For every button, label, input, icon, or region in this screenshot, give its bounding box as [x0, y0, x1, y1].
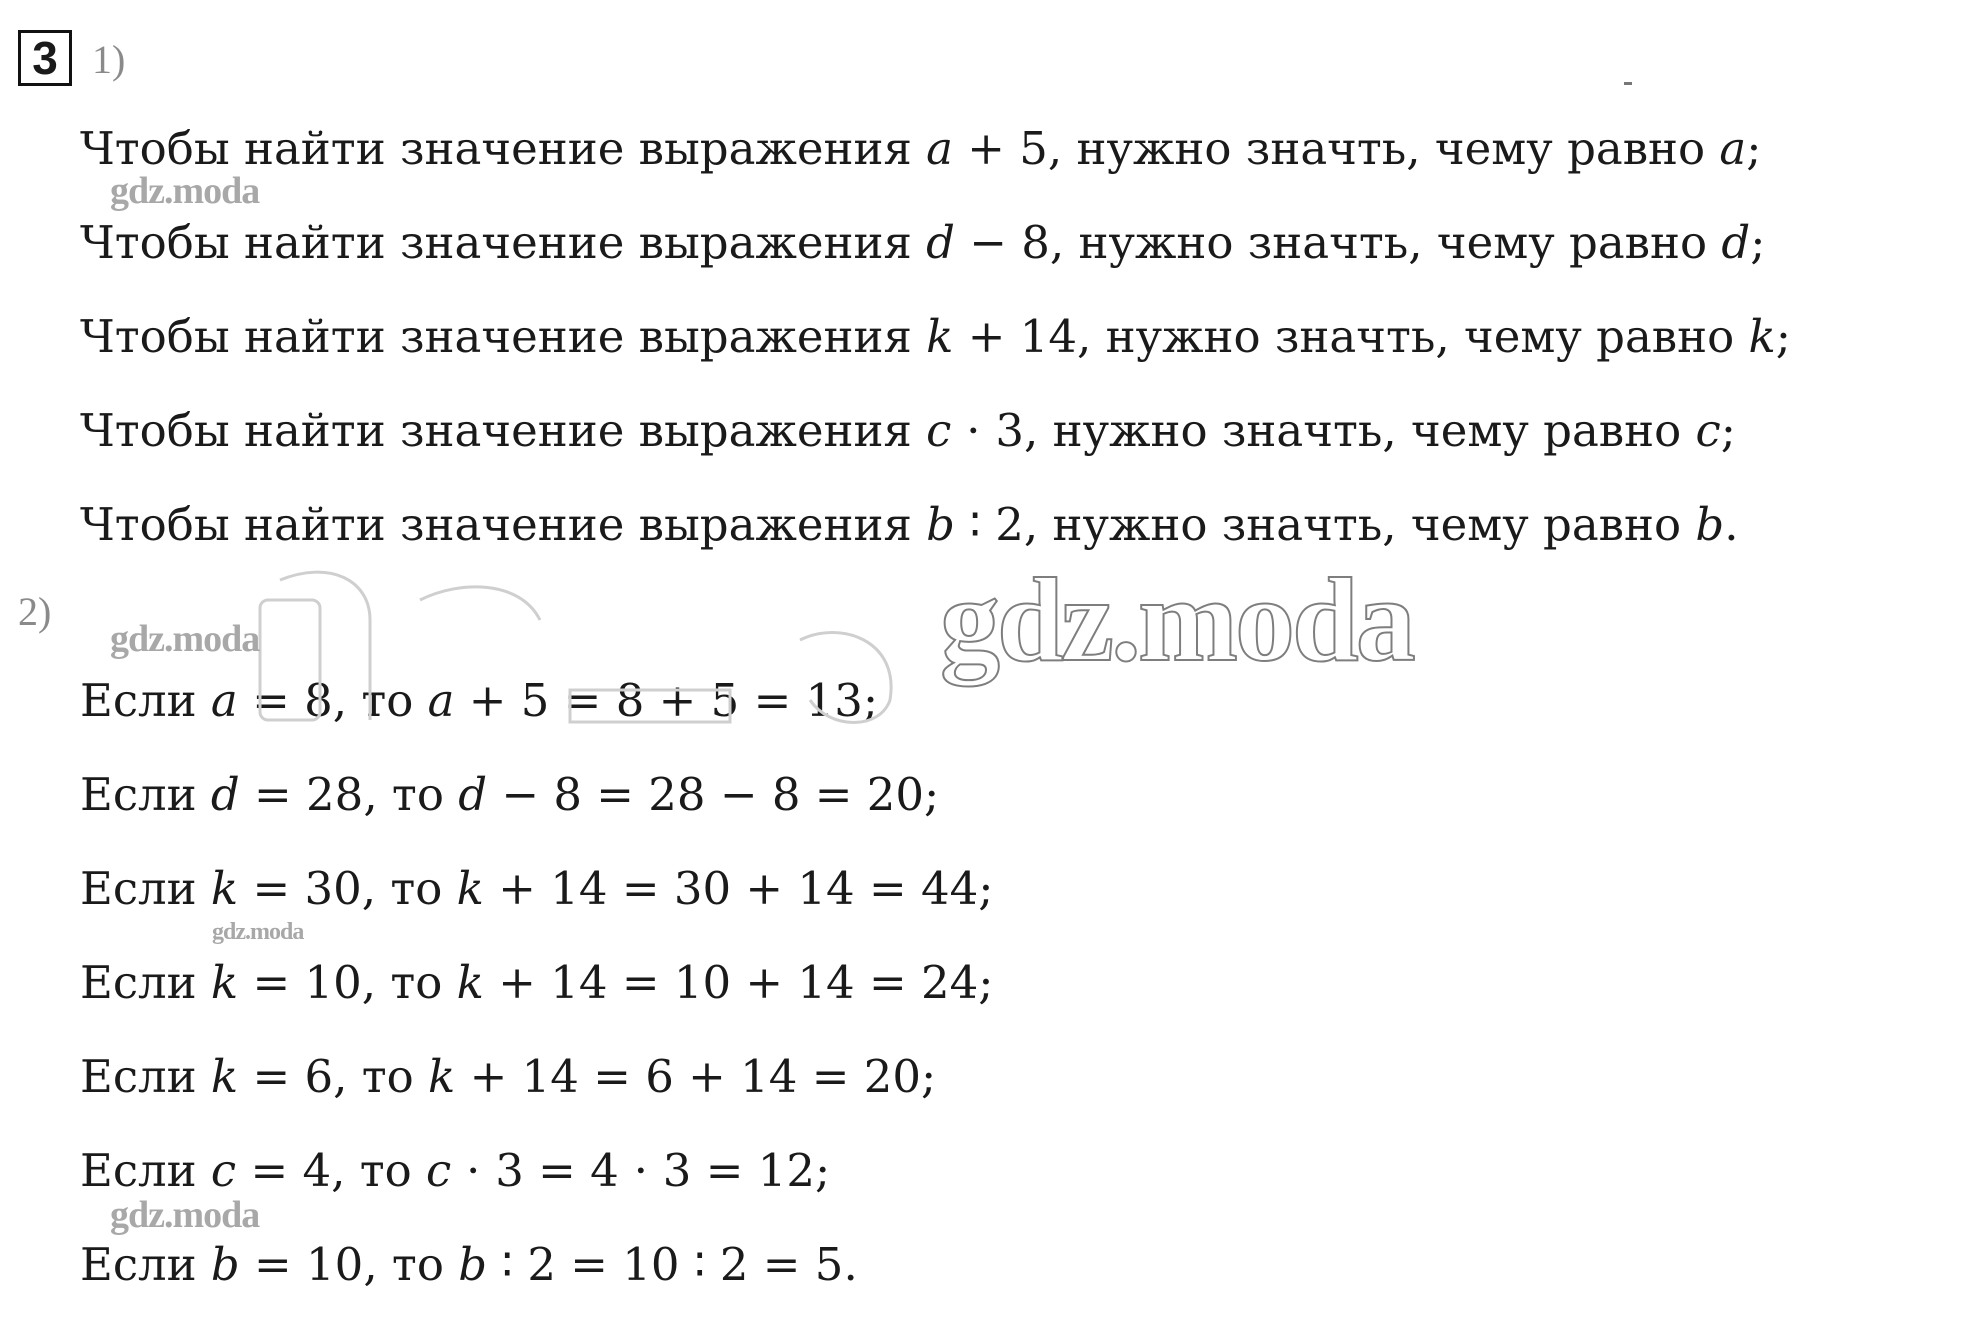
part-1-line-4: Чтобы найти значение выражения 𝑐 ⋅ 3, нужно значть, чему равно 𝑐;: [80, 404, 1736, 457]
part-2-line-7: Если 𝑏 = 10, то 𝑏 ∶ 2 = 10 ∶ 2 = 5.: [80, 1238, 858, 1291]
stray-dot: [1624, 82, 1632, 85]
part-2-line-5: Если 𝑘 = 6, то 𝑘 + 14 = 6 + 14 = 20;: [80, 1050, 937, 1103]
part-2-label: 2): [18, 589, 52, 634]
part-1-line-1: Чтобы найти значение выражения 𝑎 + 5, нужно значть, чему равно 𝑎;: [80, 122, 1762, 175]
part-1-label: 1): [92, 37, 126, 82]
part-1-line-3: Чтобы найти значение выражения 𝑘 + 14, нужно значть, чему равно 𝑘;: [80, 310, 1791, 363]
watermark-1: gdz.moda: [110, 170, 260, 212]
part-2-line-2: Если 𝑑 = 28, то 𝑑 − 8 = 28 − 8 = 20;: [80, 768, 940, 821]
part-2-line-3: Если 𝑘 = 30, то 𝑘 + 14 = 30 + 14 = 44;: [80, 862, 994, 915]
part-2-line-1: Если 𝑎 = 8, то 𝑎 + 5 = 8 + 5 = 13;: [80, 674, 879, 727]
watermark-4: gdz.moda: [110, 1194, 260, 1236]
part-1-line-5: Чтобы найти значение выражения 𝑏 ∶ 2, нужно значть, чему равно 𝑏.: [80, 498, 1739, 551]
task-number-box: 3: [18, 30, 72, 86]
part-1-line-2: Чтобы найти значение выражения 𝑑 − 8, нужно значть, чему равно 𝑑;: [80, 216, 1766, 269]
part-2-line-6: Если 𝑐 = 4, то 𝑐 ⋅ 3 = 4 ⋅ 3 = 12;: [80, 1144, 831, 1197]
watermark-large: gdz.moda: [940, 553, 1413, 686]
watermark-2: gdz.moda: [110, 618, 260, 660]
part-2-line-4: Если 𝑘 = 10, то 𝑘 + 14 = 10 + 14 = 24;: [80, 956, 994, 1009]
watermark-3: gdz.moda: [212, 919, 304, 945]
